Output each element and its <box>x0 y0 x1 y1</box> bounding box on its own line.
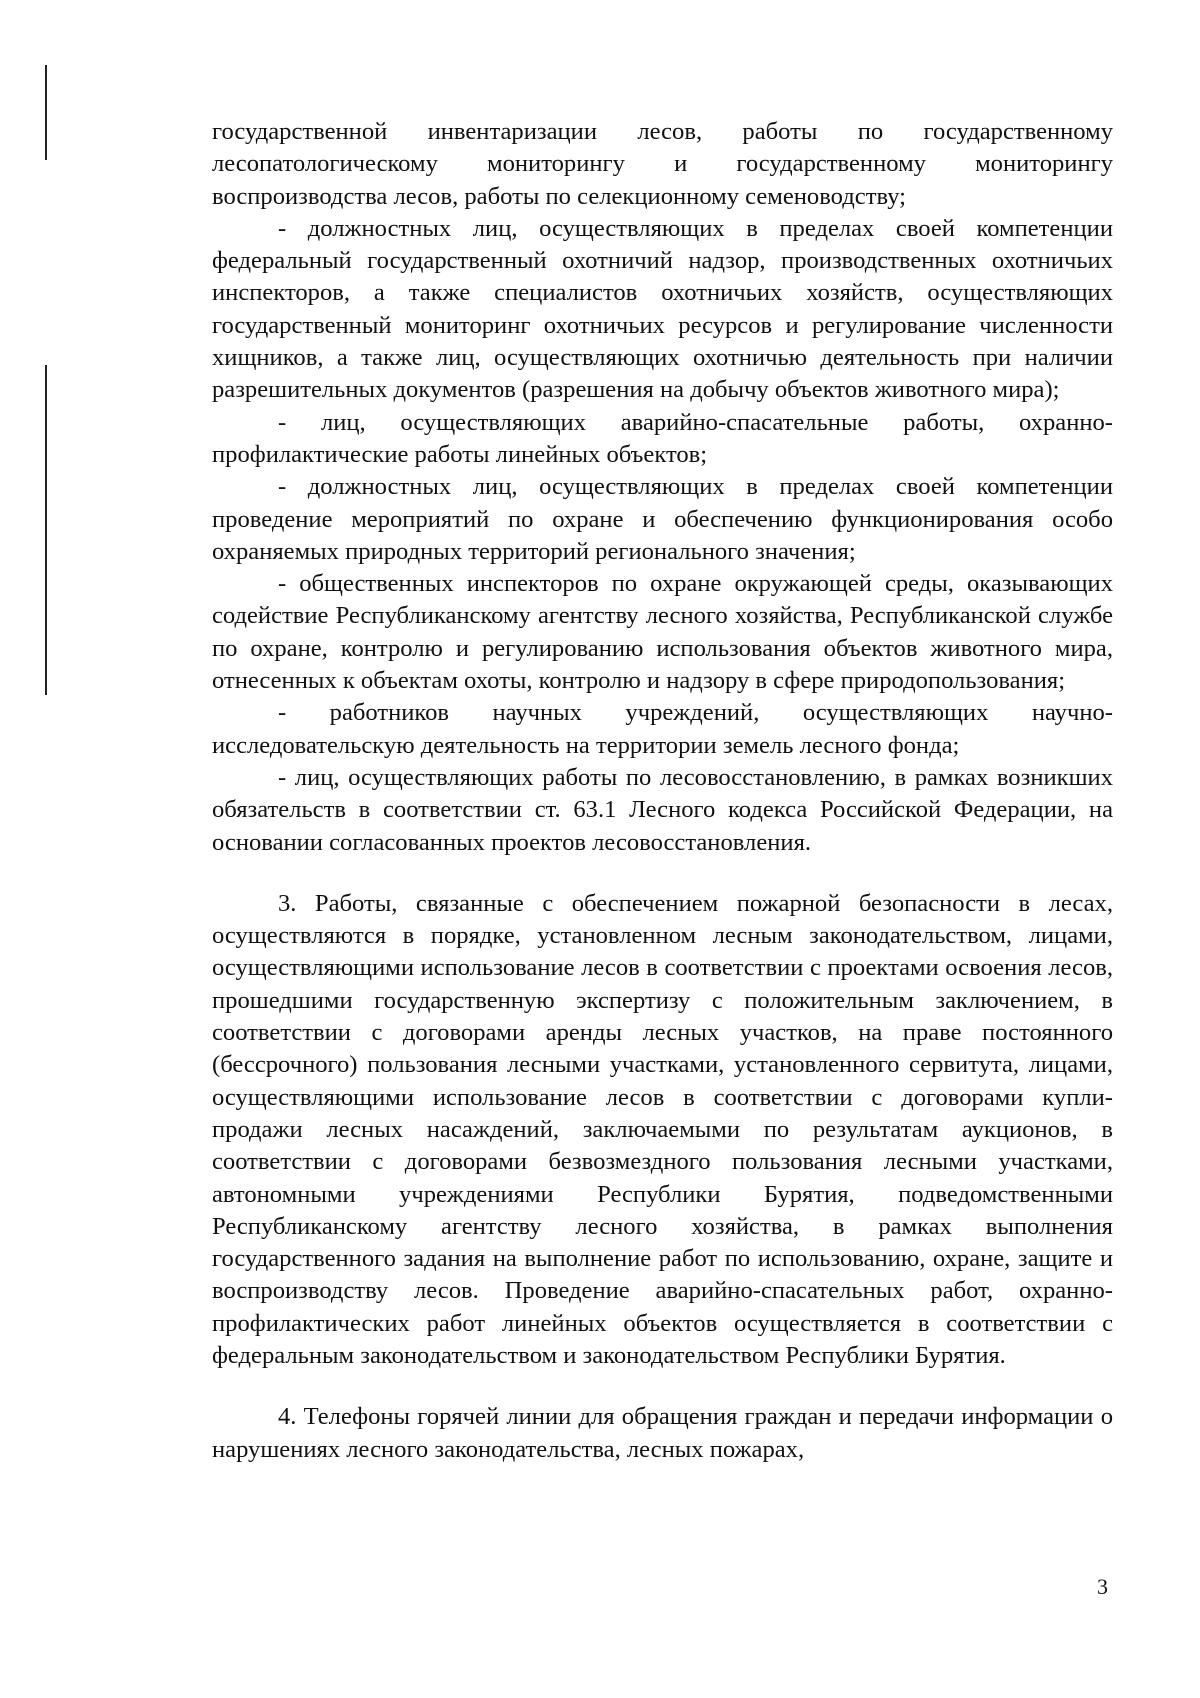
list-item-reforestation: - лиц, осуществляющих работы по лесовосстановлению, в рамках возникших обязательств в соответствии ст. 63.1 Лесного кодекса Российской Федерации, на основании согласованных проектов лесовосстановления. <box>212 763 1113 856</box>
scan-margin-line-bottom <box>45 365 47 695</box>
document-body <box>212 116 1113 1466</box>
list-item-public-inspectors: - общественных инспекторов по охране окружающей среды, оказывающих содействие Республиканскому агентству лесного хозяйства, Республиканской службе по охране, контролю и регулированию использования объектов животного мира, отнесенных к объектам охоты, контролю и надзору в сфере природопользования; <box>212 570 1113 695</box>
paragraph-continuation: государственной инвентаризации лесов, работы по государственному лесопатологическому мониторингу и государственному мониторингу воспроизводства лесов, работы по селекционному семеноводству; <box>212 118 1113 210</box>
list-item-hunting-supervision: - должностных лиц, осуществляющих в пределах своей компетенции федеральный государственный охотничий надзор, производственных охотничьих инспекторов, а также специалистов охотничьих хозяйств, осуществляющих государственный мониторинг охотничьих ресурсов и регулирование численности хищников, а также лиц, осуществляющих охотничью деятельность при наличии разрешительных документов (разрешения на добычу объектов животного мира); <box>212 214 1113 404</box>
list-item-protected-territories: - должностных лиц, осуществляющих в пределах своей компетенции проведение мероприятий по охране и обеспечению функционирования особо охраняемых природных территорий регионального значения; <box>212 473 1113 565</box>
scan-margin-line-top <box>45 65 47 160</box>
page-number: 3 <box>1097 1574 1108 1599</box>
section-3-paragraph: 3. Работы, связанные с обеспечением пожарной безопасности в лесах, осуществляются в порядке, установленном лесным законодательством, лицами, осуществляющими использование лесов в соответствии с проектами освоения лесов, прошедшими государственную экспертизу с положительным заключением, в соответствии с договорами аренды лесных участков, на праве постоянного (бессрочного) пользования лесными участками, установленного сервитута, лицами, осуществляющими использование лесов в соответствии с договорами купли-продажи лесных насаждений, заключаемыми по результатам аукционов, в соответствии с договорами безвозмездного пользования лесными участками, автономными учреждениями Республики Бурятия, подведомственными Республиканскому агентству лесного хозяйства, в рамках выполнения государственного задания на выполнение работ по использованию, охране, защите и воспроизводству лесов. Проведение аварийно-спасательных работ, охранно-профилактических работ линейных объектов осуществляется в соответствии с федеральным законодательством и законодательством Республики Бурятия. <box>212 889 1113 1369</box>
list-item-emergency-rescue: - лиц, осуществляющих аварийно-спасательные работы, охранно-профилактические работы линейных объектов; <box>212 408 1113 468</box>
list-item-research-institutions: - работников научных учреждений, осуществляющих научно-исследовательскую деятельность на территории земель лесного фонда; <box>212 699 1113 759</box>
section-4-paragraph: 4. Телефоны горячей линии для обращения граждан и передачи информации о нарушениях лесного законодательства, лесных пожарах, <box>212 1403 1113 1463</box>
